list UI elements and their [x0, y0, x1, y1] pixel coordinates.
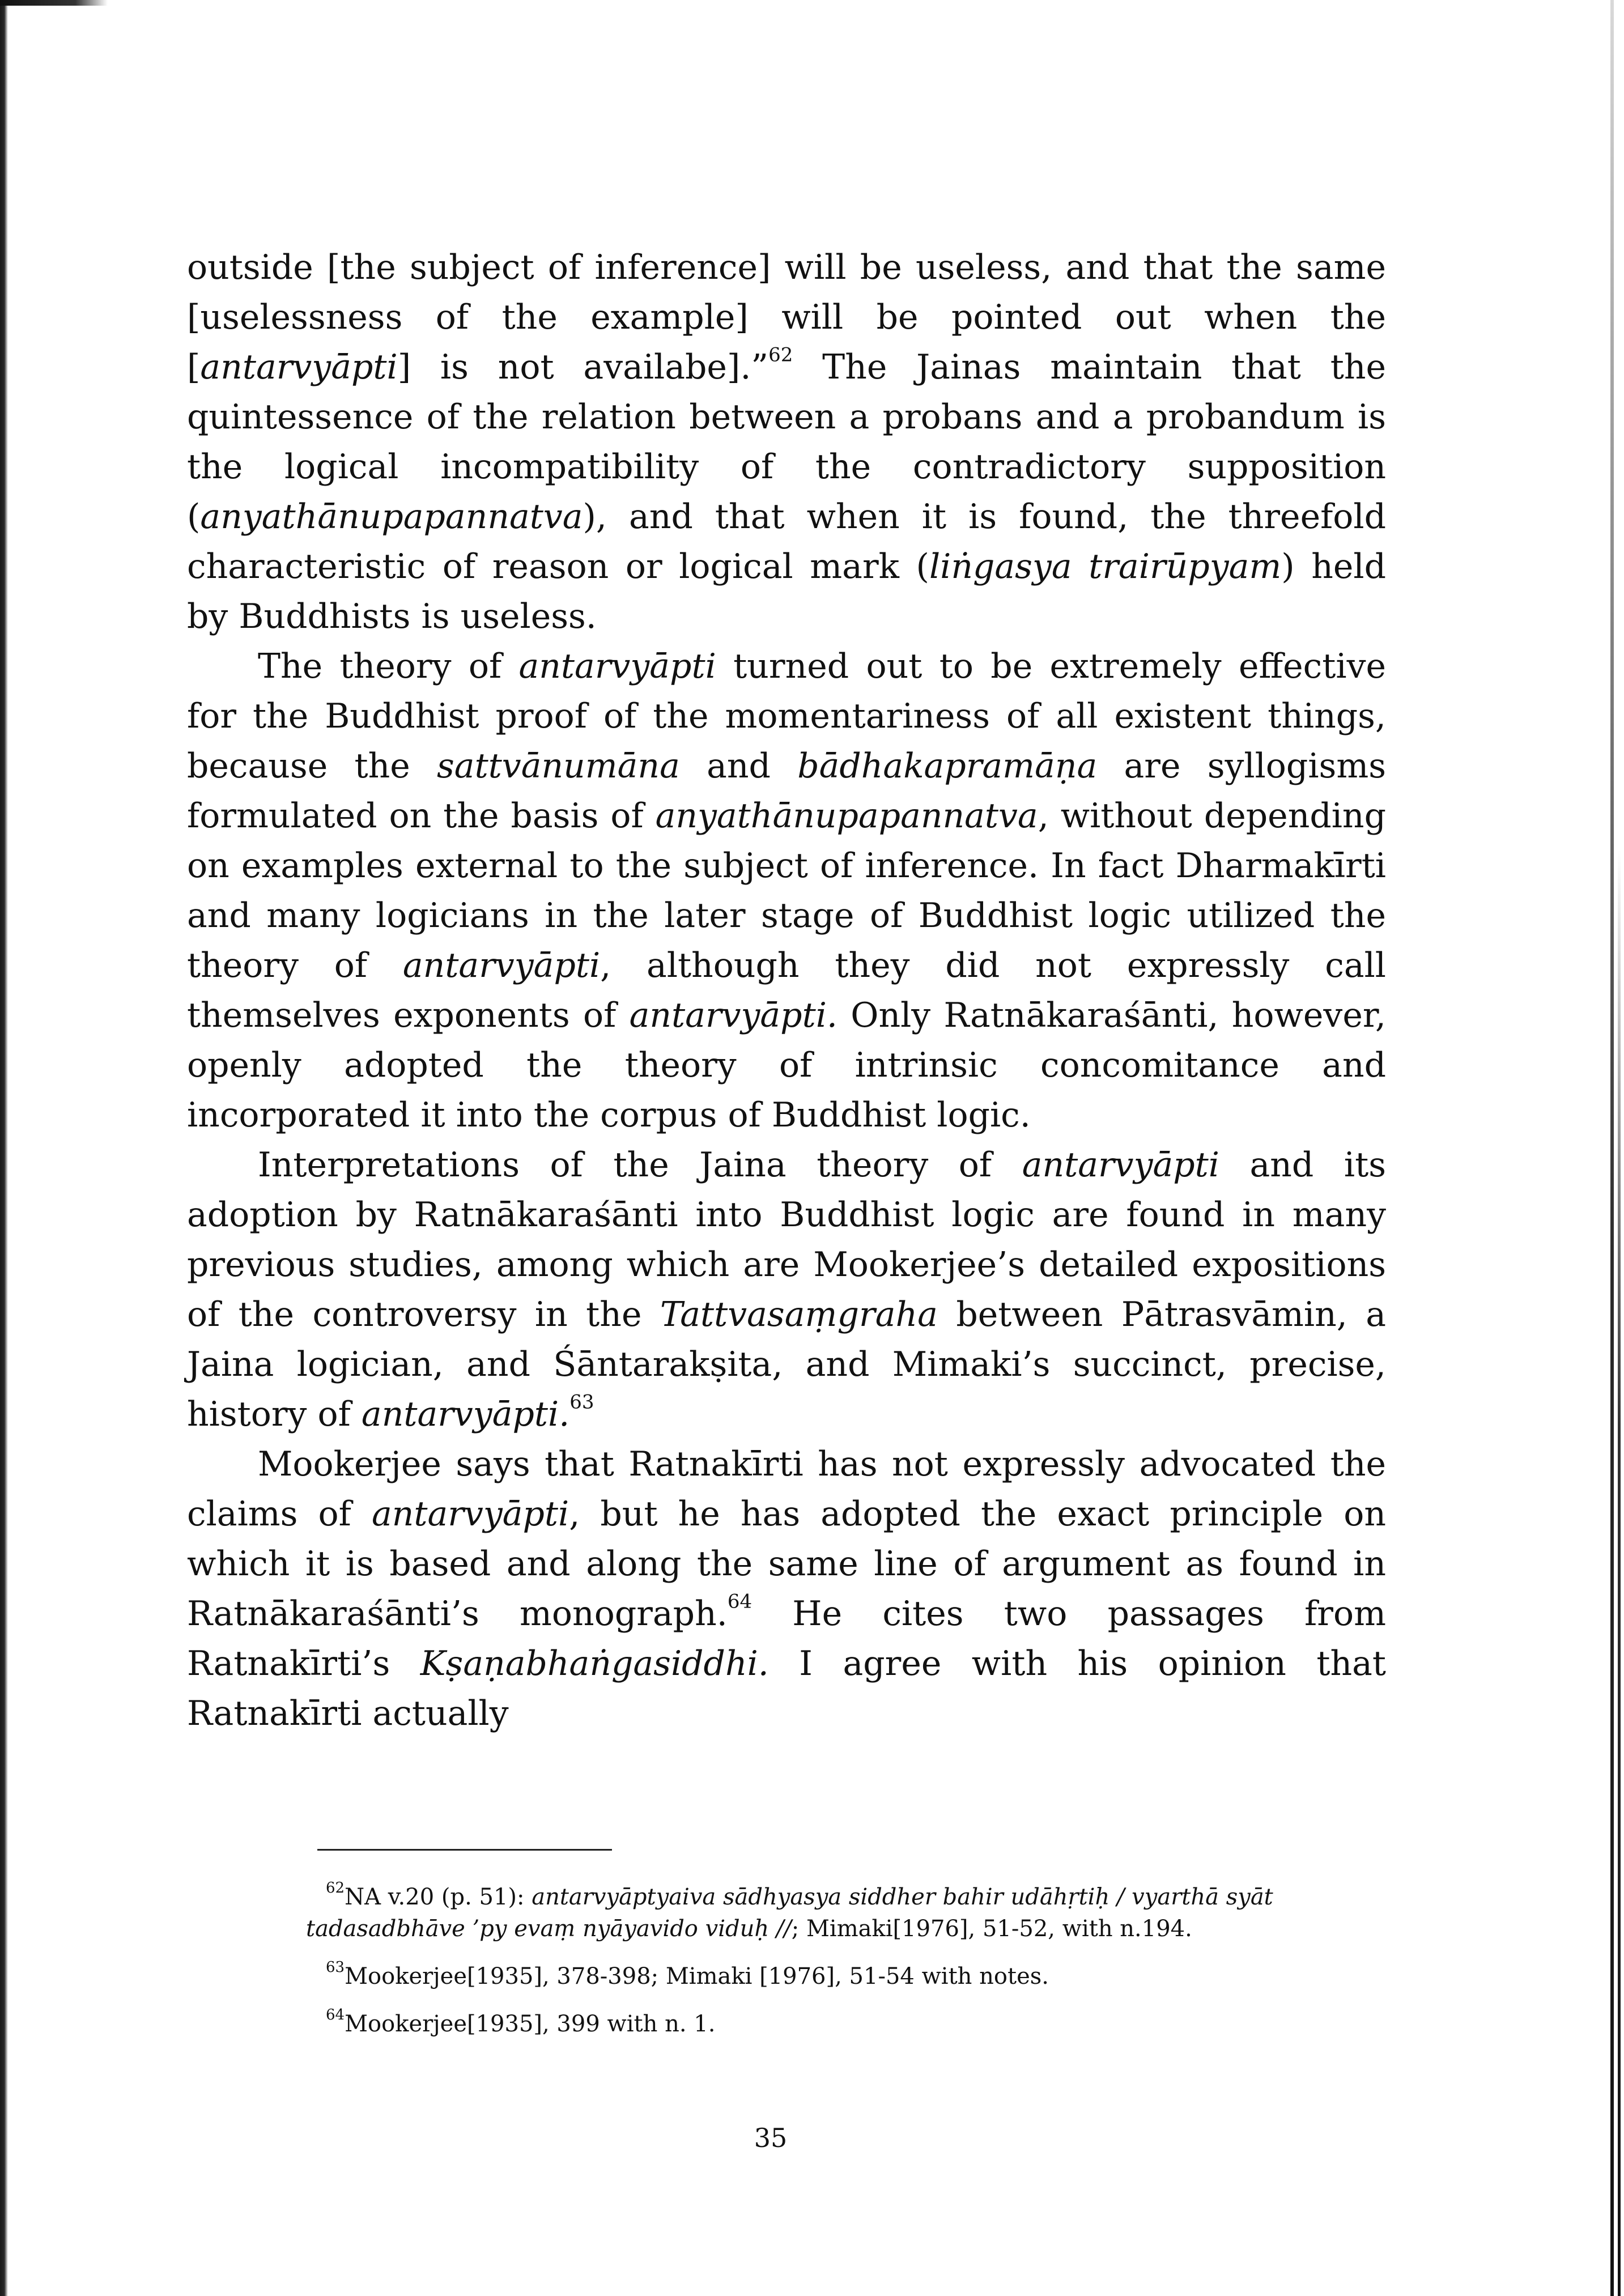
paragraph-1	[187, 243, 1386, 641]
footnotes	[306, 1881, 1388, 2056]
text-run: and	[679, 746, 798, 786]
main-text	[187, 243, 1386, 1738]
paragraph-3	[187, 1140, 1386, 1439]
text-run: , but he has adopted the exact principle on which it is based and along the same line of argument as found in Ratnākaraśānti’s monograph.	[187, 1494, 1386, 1634]
text-run: The Jainas maintain that the quintessence of the relation between a probans and a probandum is the logical incompatibility of the contradictory supposition (	[187, 347, 1386, 537]
italic-term: liṅgasya trairūpyam	[929, 547, 1282, 586]
text-run: between Pātrasvāmin, a Jaina logician, and Śāntarakṣita, and Mimaki’s succinct, precise, history of	[187, 1295, 1386, 1434]
footnote-text: NA v.20 (p. 51):	[345, 1884, 532, 1910]
text-run: outside [the subject of inference] will be useless, and that the same [uselessness of the example] will be pointed out when the [	[187, 248, 1386, 387]
page-number: 35	[754, 2123, 788, 2153]
text-run: ] is not availabe].”	[397, 347, 769, 387]
italic-term: sattvānumāna	[437, 746, 680, 786]
scan-edge-left	[0, 0, 8, 2296]
paragraph-4	[187, 1439, 1386, 1738]
italic-term: antarvyāpti.	[629, 996, 837, 1035]
footnote-63	[306, 1961, 1388, 1992]
footnote-ref-63: 63	[569, 1391, 594, 1414]
italic-term: antarvyāpti	[518, 647, 716, 686]
paragraph-2	[187, 641, 1386, 1140]
footnote-text: ; Mimaki[1976], 51-52, with n.194.	[791, 1916, 1192, 1942]
text-run: , although they did not expressly call themselves exponents of	[187, 946, 1386, 1035]
text-run: ) held by Buddhists is useless.	[187, 547, 1386, 636]
italic-term: antarvyāpti	[402, 946, 601, 985]
footnote-mark: 63	[326, 1959, 345, 1976]
italic-term: anyathānupapannatva	[200, 497, 583, 537]
italic-term: antarvyāpti	[1022, 1145, 1219, 1185]
italic-term: bādhakapramāṇa	[797, 746, 1098, 786]
footnote-64	[306, 2008, 1388, 2040]
italic-term: antarvyāpti.	[361, 1394, 570, 1434]
scan-edge-right	[1610, 0, 1614, 2296]
text-run: Mookerjee says that Ratnakīrti has not expressly advocated the claims of	[187, 1444, 1386, 1534]
text-run: , without depending on examples external to the subject of inference. In fact Dharmakīrti and many logicians in the later stage of Buddhist logic utilized the theory of	[187, 796, 1386, 985]
footnote-quote: antarvyāptyaiva sādhyasya siddher bahir udāhṛtiḥ / vyarthā syāt tadasadbhāve ’py evaṃ nyāyavido viduḥ //	[306, 1884, 1273, 1942]
text-run: Only Ratnākaraśānti, however, openly adopted the theory of intrinsic concomitance and incorporated it into the corpus of Buddhist logic.	[187, 996, 1386, 1135]
footnote-text: Mookerjee[1935], 378-398; Mimaki [1976], 51-54 with notes.	[345, 1963, 1049, 1989]
text-run: ), and that when it is found, the threefold characteristic of reason or logical mark (	[187, 497, 1386, 586]
footnote-divider	[317, 1849, 612, 1851]
scan-edge-top	[0, 0, 108, 6]
text-run: Interpretations of the Jaina theory of	[258, 1145, 1022, 1185]
footnote-mark: 64	[326, 2006, 345, 2024]
footnote-ref-62: 62	[768, 343, 793, 367]
scan-edge-right-inner	[1618, 850, 1621, 2296]
text-run: I agree with his opinion that Ratnakīrti actually	[187, 1644, 1386, 1733]
footnote-ref-64: 64	[727, 1590, 753, 1613]
italic-term: antarvyāpti	[200, 347, 398, 387]
footnote-text: Mookerjee[1935], 399 with n. 1.	[345, 2011, 716, 2037]
text-run: and its adoption by Ratnākaraśānti into Buddhist logic are found in many previous studies, among which are Mookerjee’s detailed expositions of the controversy in the	[187, 1145, 1386, 1334]
text-run: The theory of	[258, 647, 519, 686]
italic-term: anyathānupapannatva	[655, 796, 1038, 836]
italic-term: Tattvasaṃgraha	[660, 1295, 938, 1334]
footnote-62	[306, 1881, 1388, 1945]
footnote-mark: 62	[326, 1880, 345, 1897]
italic-term: antarvyāpti	[371, 1494, 569, 1534]
text-run: are syllogisms formulated on the basis of	[187, 746, 1387, 836]
text-run: turned out to be extremely effective for the Buddhist proof of the momentariness of all existent things, because the	[187, 647, 1386, 786]
italic-term: Kṣaṇabhaṅgasiddhi.	[420, 1644, 769, 1683]
text-run: He cites two passages from Ratnakīrti’s	[187, 1594, 1387, 1683]
